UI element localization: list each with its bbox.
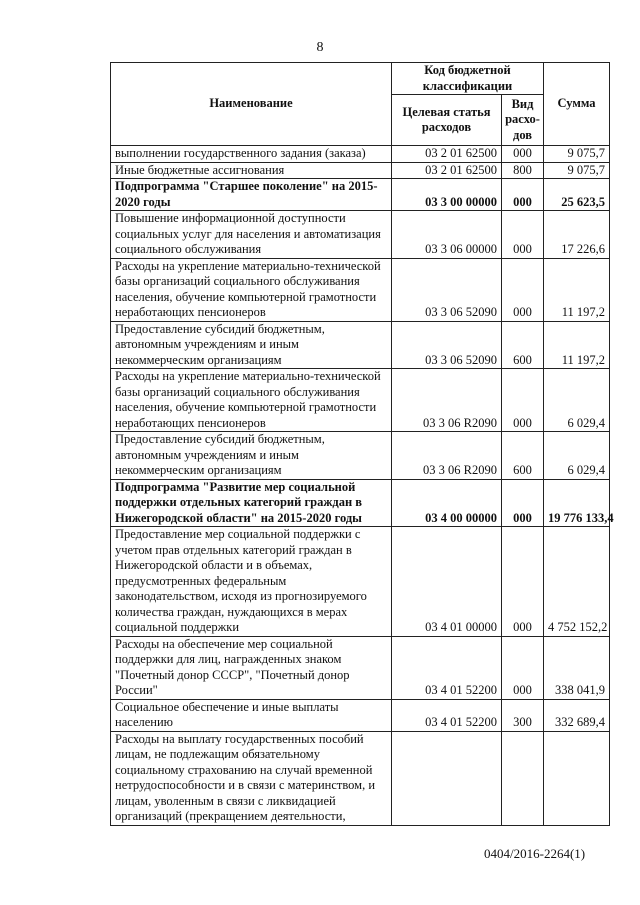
table-row (111, 527, 610, 637)
row-type: 000 (502, 527, 544, 637)
row-sum: 9 075,7 (544, 146, 610, 163)
row-type: 300 (502, 699, 544, 731)
row-type (502, 731, 544, 825)
row-type: 000 (502, 258, 544, 321)
row-name: Иные бюджетные ассигнования (111, 162, 392, 179)
row-article: 03 4 01 00000 (392, 527, 502, 637)
row-sum: 11 197,2 (544, 321, 610, 369)
row-name: Повышение информационной доступности социальных услуг для населения и автоматизация социального обслуживания (111, 211, 392, 259)
table-body (111, 146, 614, 826)
row-type: 600 (502, 432, 544, 480)
header-name: Наименование (111, 63, 392, 146)
header-code-group: Код бюджетной классификации (392, 63, 544, 95)
row-sum: 19 776 133,4 (544, 479, 610, 527)
table-row (111, 211, 610, 259)
row-name: выполнении государственного задания (заказа) (111, 146, 392, 163)
row-sum: 332 689,4 (544, 699, 610, 731)
budget-table (110, 62, 614, 826)
row-type: 600 (502, 321, 544, 369)
row-sum: 4 752 152,2 (544, 527, 610, 637)
table-row (111, 146, 610, 163)
row-article: 03 2 01 62500 (392, 146, 502, 163)
header-sum: Сумма (544, 63, 610, 146)
row-article: 03 3 06 52090 (392, 258, 502, 321)
row-sum: 6 029,4 (544, 369, 610, 432)
row-sum (544, 731, 610, 825)
row-sum: 9 075,7 (544, 162, 610, 179)
row-article: 03 2 01 62500 (392, 162, 502, 179)
row-article: 03 3 06 52090 (392, 321, 502, 369)
table-row (111, 699, 610, 731)
row-sum: 17 226,6 (544, 211, 610, 259)
row-article: 03 4 00 00000 (392, 479, 502, 527)
row-name: Расходы на укрепление материально-технической базы организаций социального обслуживания населения, обучение компьютерной грамотности неработающих пенсионеров (111, 369, 392, 432)
row-type: 000 (502, 369, 544, 432)
row-name: Расходы на укрепление материально-технической базы организаций социального обслуживания населения, обучение компьютерной грамотности неработающих пенсионеров (111, 258, 392, 321)
table-row (111, 321, 610, 369)
page-number: 8 (316, 40, 324, 55)
table-row (111, 179, 610, 211)
table-row (111, 636, 610, 699)
row-type: 000 (502, 479, 544, 527)
row-article: 03 3 00 00000 (392, 179, 502, 211)
row-article: 03 4 01 52200 (392, 699, 502, 731)
row-sum: 338 041,9 (544, 636, 610, 699)
row-article: 03 4 01 52200 (392, 636, 502, 699)
row-type: 000 (502, 179, 544, 211)
table-row (111, 258, 610, 321)
row-sum: 6 029,4 (544, 432, 610, 480)
row-name: Расходы на выплату государственных пособий лицам, не подлежащим обязательному социальному страхованию на случай временной нетрудоспособности и в связи с материнством, и лицам, уволенным в связи с ликвидацией организаций (прекращением деятельности, (111, 731, 392, 825)
row-name: Расходы на обеспечение мер социальной поддержки для лиц, награжденных знаком "Почетный донор СССР", "Почетный донор России" (111, 636, 392, 699)
row-type: 800 (502, 162, 544, 179)
header-type: Вид расхо-дов (502, 95, 544, 146)
row-article: 03 3 06 R2090 (392, 432, 502, 480)
row-name: Предоставление мер социальной поддержки с учетом прав отдельных категорий граждан в Нижегородской области и в объемах, предусмотренных федеральным законодательством, исходя из прогнозируемого количества граждан, нуждающихся в мерах социальной поддержки (111, 527, 392, 637)
table-row (111, 162, 610, 179)
table-row (111, 479, 610, 527)
row-article: 03 3 06 00000 (392, 211, 502, 259)
header-article: Целевая статья расходов (392, 95, 502, 146)
row-sum: 25 623,5 (544, 179, 610, 211)
document-code: 0404/2016-2264(1) (484, 846, 586, 861)
row-article (392, 731, 502, 825)
row-type: 000 (502, 636, 544, 699)
row-name: Подпрограмма "Развитие мер социальной поддержки отдельных категорий граждан в Нижегородской области" на 2015-2020 годы (111, 479, 392, 527)
table-row (111, 369, 610, 432)
row-article: 03 3 06 R2090 (392, 369, 502, 432)
row-name: Предоставление субсидий бюджетным, автономным учреждениям и иным некоммерческим организациям (111, 432, 392, 480)
table-row (111, 731, 610, 825)
row-name: Подпрограмма "Старшее поколение" на 2015-2020 годы (111, 179, 392, 211)
row-type: 000 (502, 146, 544, 163)
table-row (111, 432, 610, 480)
row-name: Социальное обеспечение и иные выплаты населению (111, 699, 392, 731)
row-type: 000 (502, 211, 544, 259)
row-sum: 11 197,2 (544, 258, 610, 321)
row-name: Предоставление субсидий бюджетным, автономным учреждениям и иным некоммерческим организациям (111, 321, 392, 369)
